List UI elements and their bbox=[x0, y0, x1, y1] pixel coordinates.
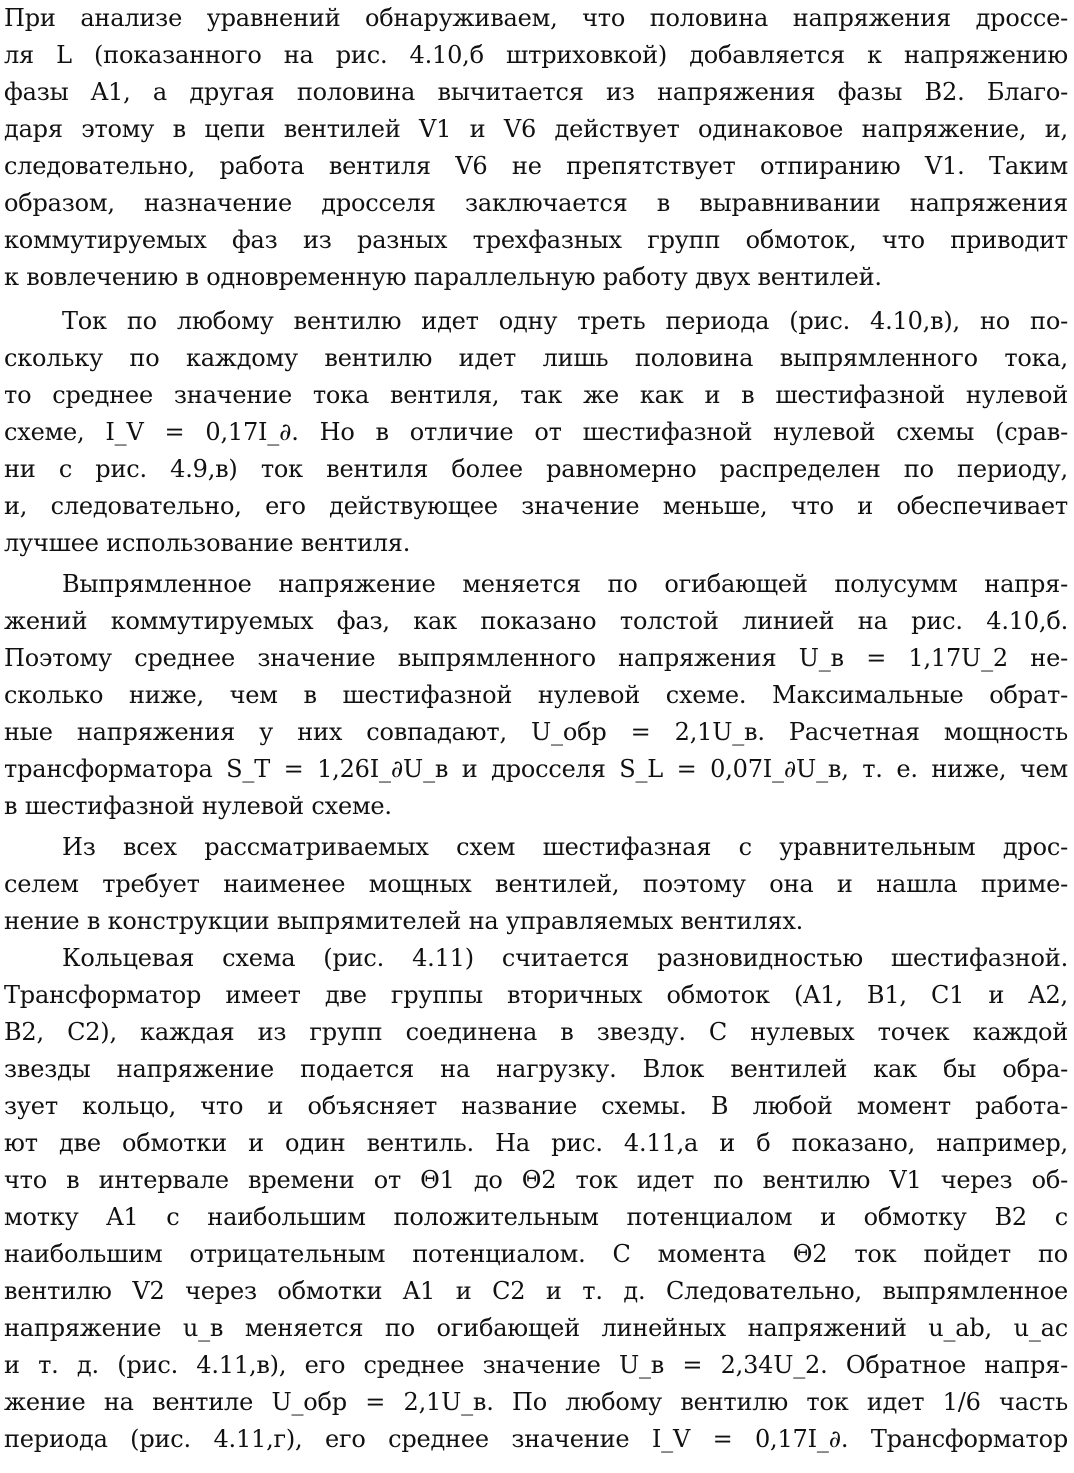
text-line: ни с рис. 4.9,в) ток вентиля более равномерно распределен по периоду, bbox=[4, 455, 1068, 483]
text-line: наибольшим отрицательным потенциалом. С момента Θ2 ток пойдет по bbox=[4, 1240, 1068, 1268]
text-line: образом, назначение дросселя заключается в выравнивании напряжения bbox=[4, 189, 1068, 217]
text-line: то среднее значение тока вентиля, так же как и в шестифазной нулевой bbox=[4, 381, 1068, 409]
text-line: лучшее использование вентиля. bbox=[4, 529, 411, 557]
text-line: ют две обмотки и один вентиль. На рис. 4.11,a и б показано, например, bbox=[4, 1129, 1068, 1157]
text-line: ля L (показанного на рис. 4.10,б штриховкой) добавляется к напряжению bbox=[4, 41, 1068, 69]
text-line: жение на вентиле U_обр = 2,1U_в. По любому вентилю ток идет 1/6 часть bbox=[4, 1388, 1068, 1416]
text-line: вентилю V2 через обмотки A1 и C2 и т. д. Следовательно, выпрямленное bbox=[4, 1277, 1068, 1305]
text-line: что в интервале времени от Θ1 до Θ2 ток идет по вентилю V1 через об- bbox=[4, 1166, 1068, 1194]
text-line: периода (рис. 4.11,г), его среднее значение I_V = 0,17I_∂. Трансформатор bbox=[4, 1425, 1068, 1453]
text-line: звезды напряжение подается на нагрузку. Влок вентилей как бы обра- bbox=[4, 1055, 1068, 1083]
paragraph-first-line: Из всех рассматриваемых схем шестифазная с уравнительным дрос- bbox=[62, 833, 1068, 861]
text-line: скольку по каждому вентилю идет лишь половина выпрямленного тока, bbox=[4, 344, 1068, 372]
paragraph-first-line: Ток по любому вентилю идет одну треть периода (рис. 4.10,в), но по- bbox=[62, 307, 1068, 335]
text-line: следовательно, работа вентиля V6 не препятствует отпиранию V1. Таким bbox=[4, 152, 1068, 180]
text-line: зует кольцо, что и объясняет название схемы. В любой момент работа- bbox=[4, 1092, 1068, 1120]
text-line: схеме, I_V = 0,17I_∂. Но в отличие от шестифазной нулевой схемы (срав- bbox=[4, 418, 1068, 446]
text-line: мотку A1 с наибольшим положительным потенциалом и обмотку B2 с bbox=[4, 1203, 1068, 1231]
text-line: жений коммутируемых фаз, как показано толстой линией на рис. 4.10,б. bbox=[4, 607, 1068, 635]
text-line: трансформатора S_T = 1,26I_∂U_в и дросселя S_L = 0,07I_∂U_в, т. е. ниже, чем bbox=[4, 755, 1068, 783]
text-line: сколько ниже, чем в шестифазной нулевой схеме. Максимальные обрат- bbox=[4, 681, 1068, 709]
text-line: и, следовательно, его действующее значение меньше, что и обеспечивает bbox=[4, 492, 1068, 520]
text-line: ные напряжения у них совпадают, U_обр = 2,1U_в. Расчетная мощность bbox=[4, 718, 1068, 746]
paragraph-first-line: Кольцевая схема (рис. 4.11) считается разновидностью шестифазной. bbox=[62, 944, 1068, 972]
text-line: коммутируемых фаз из разных трехфазных групп обмоток, что приводит bbox=[4, 226, 1068, 254]
text-line: Трансформатор имеет две группы вторичных обмоток (A1, B1, C1 и A2, bbox=[4, 981, 1068, 1009]
paragraph-first-line: Выпрямленное напряжение меняется по огибающей полусумм напря- bbox=[62, 570, 1068, 598]
text-line: B2, C2), каждая из групп соединена в звезду. С нулевых точек каждой bbox=[4, 1018, 1068, 1046]
text-line: к вовлечению в одновременную параллельную работу двух вентилей. bbox=[4, 263, 882, 291]
text-line: нение в конструкции выпрямителей на управляемых вентилях. bbox=[4, 907, 804, 935]
text-line: фазы A1, а другая половина вычитается из напряжения фазы B2. Благо- bbox=[4, 78, 1068, 106]
text-line: При анализе уравнений обнаруживаем, что половина напряжения дроссе- bbox=[4, 4, 1068, 32]
text-line: даря этому в цепи вентилей V1 и V6 действует одинаковое напряжение, и, bbox=[4, 115, 1068, 143]
text-line: селем требует наименее мощных вентилей, поэтому она и нашла приме- bbox=[4, 870, 1068, 898]
text-line: напряжение u_в меняется по огибающей линейных напряжений u_ab, u_ac bbox=[4, 1314, 1068, 1342]
text-line: и т. д. (рис. 4.11,в), его среднее значение U_в = 2,34U_2. Обратное напря- bbox=[4, 1351, 1068, 1379]
text-line: в шестифазной нулевой схеме. bbox=[4, 792, 392, 820]
text-line: Поэтому среднее значение выпрямленного напряжения U_в = 1,17U_2 не- bbox=[4, 644, 1068, 672]
